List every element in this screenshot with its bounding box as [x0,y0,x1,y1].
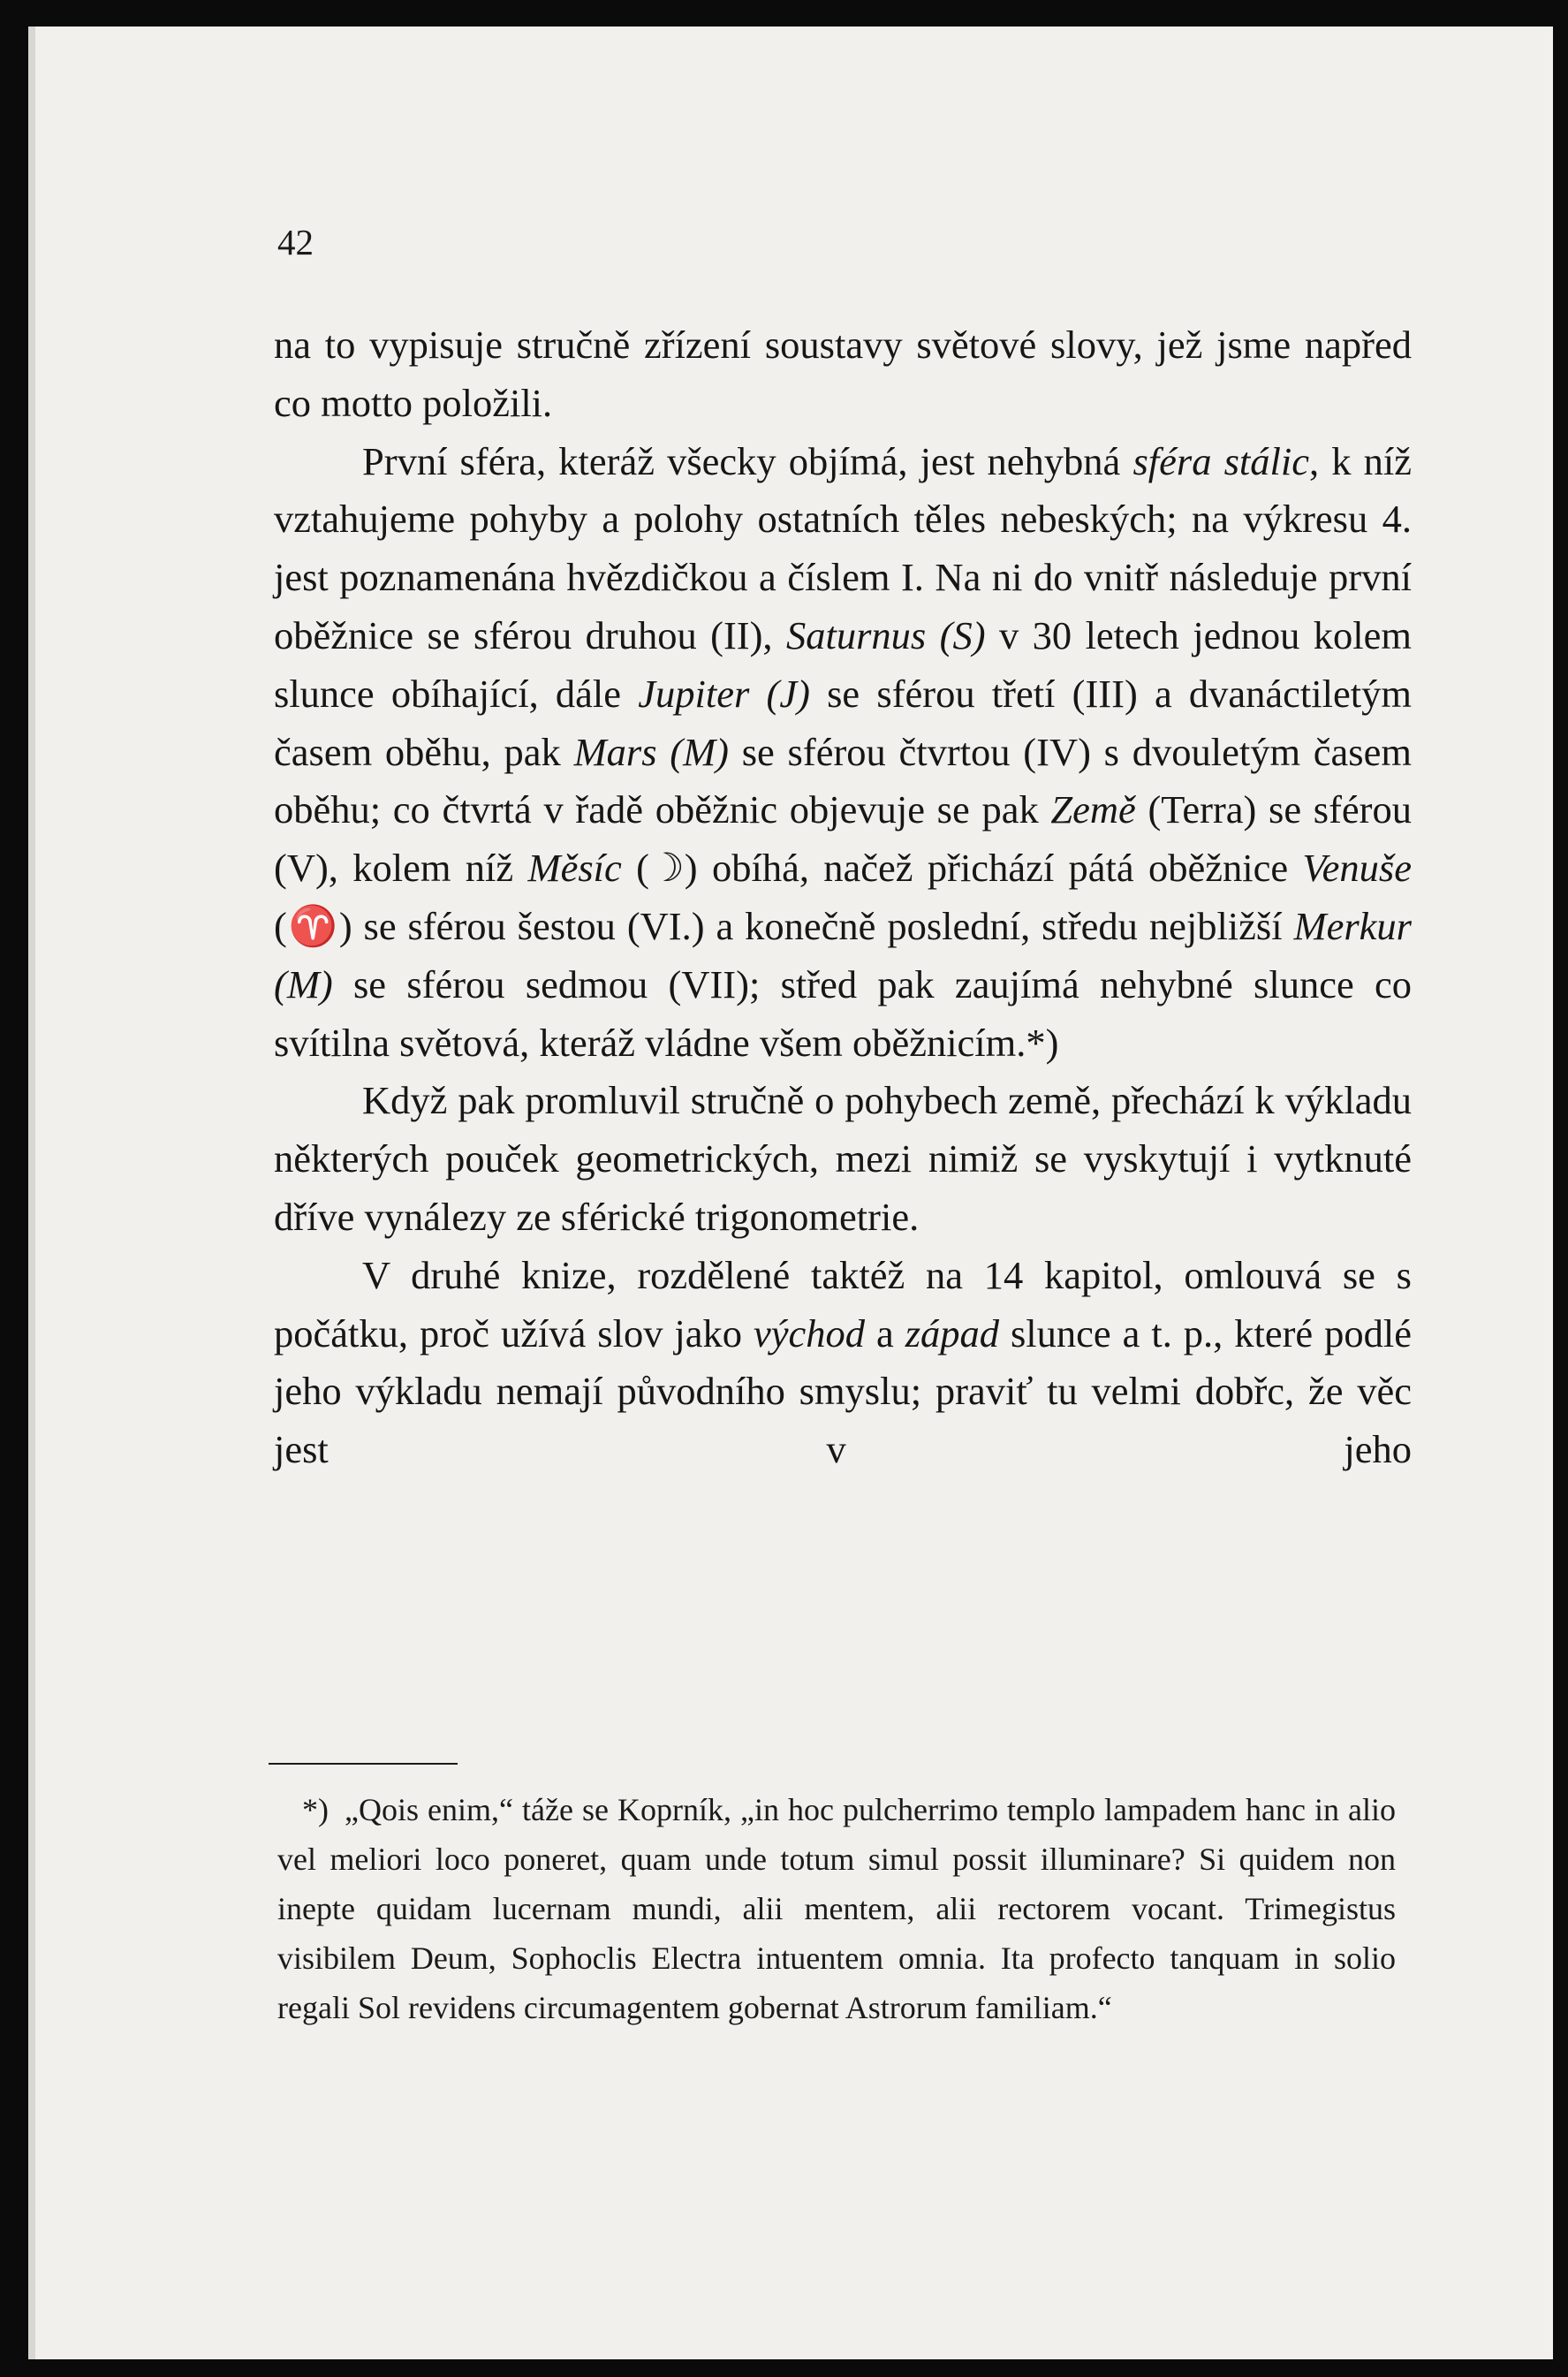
italic-term: východ [754,1310,866,1356]
italic-term: Merkur (M) [274,903,1412,1006]
paragraph-4 [274,1247,1412,1479]
italic-term: Venuše [1302,846,1412,891]
italic-term: západ [905,1310,1000,1356]
text-run: (♈) se sférou šestou (VI.) a konečně poslední, středu nejbližší [274,903,1294,948]
text-run: slunce a t. p., které podlé jeho výkladu nemají původního smyslu; praviť tu velmi dobřc, že věc jest v jeho [274,1310,1412,1472]
page-gutter [28,27,35,2359]
text-run: , k níž vztahujeme pohyby a polohy ostatních těles nebeských; na výkresu 4. jest poznamenána hvězdičkou a číslem I. Na ni do vnitř následuje první oběžnice se sférou druhou (II), [274,438,1412,657]
italic-term: Jupiter (J) [638,671,810,716]
footnote-divider [269,1763,458,1765]
text-run: se sférou třetí (III) a dvanáctiletým časem oběhu, pak [274,671,1412,774]
page-number: 42 [277,222,314,262]
text-run: (Terra) se sférou (V), kolem níž [274,787,1412,891]
italic-term: Měsíc [527,846,622,891]
book-page [28,27,1553,2359]
paragraph-2 [274,433,1412,1073]
text-run: (☽) obíhá, načež přichází pátá oběžnice [621,846,1303,891]
italic-term: sféra stálic [1132,438,1309,483]
text-run: Když pak promluvil stručně o pohybech země, přechází k výkladu některých pouček geometrických, mezi nimiž se vyskytují i vytknuté dříve vynálezy ze sférické trigonometrie. [274,1078,1412,1239]
text-run: na to vypisuje stručně zřízení soustavy světové slovy, jež jsme napřed co motto položili. [274,323,1412,425]
text-run: První sféra, kteráž všecky objímá, jest nehybná [362,438,1133,483]
italic-term: Mars (M) [573,729,729,774]
footnote-text: „Qois enim,“ táže se Koprník, „in hoc pulcherrimo templo lampadem hanc in alio vel meliori loco poneret, quam unde totum simul possit illuminare? Si quidem non inepte quidam lucernam mundi, alii mentem, alii rectorem vocant. Trimegistus visibilem Deum, Sophoclis Electra intuentem omnia. Ita profecto tanquam in solio regali Sol revidens circumagentem gobernat Astrorum familiam.“ [277,1792,1396,2025]
text-run: V druhé knize, rozdělené taktéž na 14 kapitol, omlouvá se s počátku, proč užívá slov jako [274,1252,1412,1356]
italic-term: Země [1050,787,1136,832]
paragraph-1 [274,316,1412,433]
paragraph-3 [274,1072,1412,1246]
text-run: se sférou sedmou (VII); střed pak zaujímá nehybné slunce co svítilna světová, kteráž vládne všem oběžnicím.*) [274,961,1412,1065]
footnote [277,1785,1396,2032]
main-text [274,316,1412,1479]
text-run: a [865,1310,905,1356]
text-run: v 30 letech jednou kolem slunce obíhající, dále [274,612,1412,716]
footnote-mark: *) [302,1792,329,1827]
text-run: se sférou čtvrtou (IV) s dvouletým časem oběhu; co čtvrtá v řadě oběžnic objevuje se pak [274,729,1412,832]
italic-term: Saturnus (S) [785,612,986,657]
